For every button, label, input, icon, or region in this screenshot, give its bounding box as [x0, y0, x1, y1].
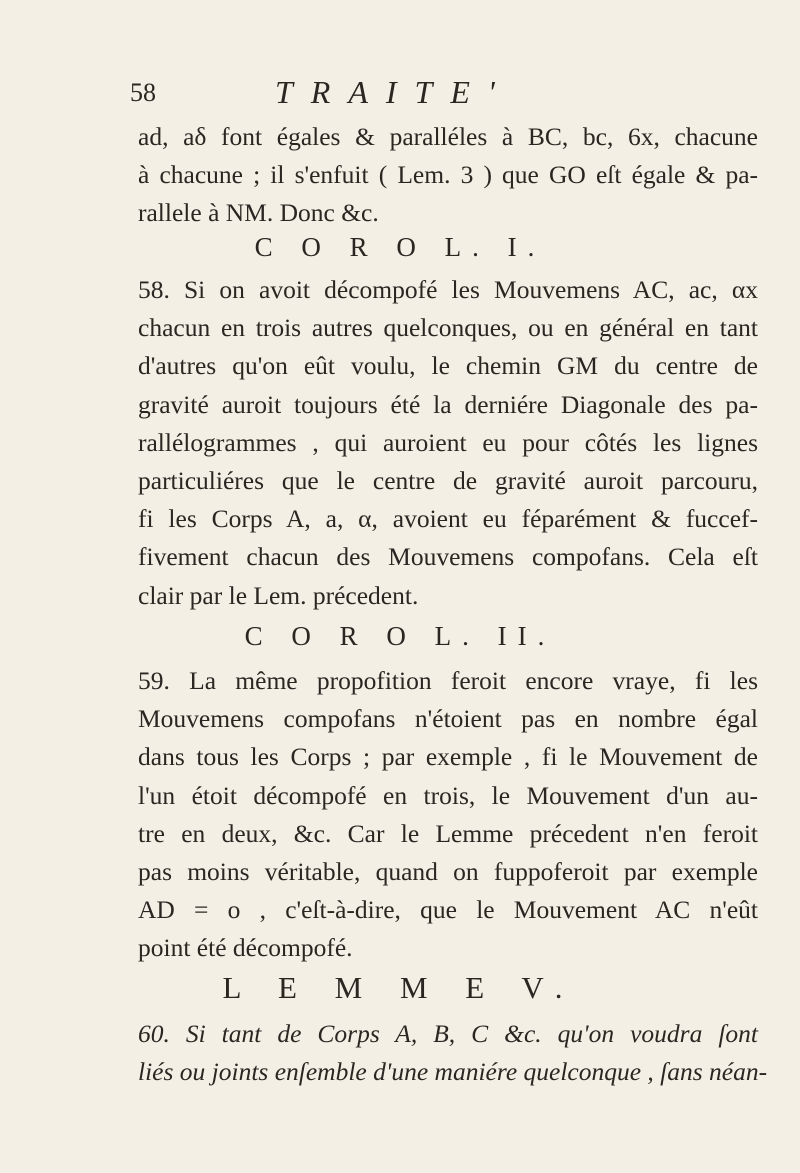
running-head	[130, 74, 750, 114]
text-line: à chacune ; il s'enfuit ( Lem. 3 ) que GO eſt égale & pa-	[138, 160, 758, 190]
text-line: gravité auroit toujours été la derniére Diagonale des pa-	[138, 389, 758, 419]
text-line: 58. Si on avoit décompofé les Mouvemens AC, ac, αx	[138, 275, 758, 304]
text-line: ad, aδ font égales & paralléles à BC, bc, 6x, chacune	[138, 122, 758, 151]
text-line: 60. Si tant de Corps A, B, C &c. qu'on voudra ſont	[138, 1019, 758, 1048]
section-heading-corol-2: C O R O L. II.	[244, 621, 556, 651]
running-title: TRAITE'	[275, 74, 513, 110]
paragraph-intro	[138, 118, 758, 233]
paragraph-58	[138, 271, 758, 615]
paragraph-59	[138, 662, 758, 968]
text-line: fi les Corps A, a, α, avoient eu féparément & fuccef-	[138, 504, 758, 534]
text-line: pas moins véritable, quand on fuppoferoit par exemple	[138, 857, 758, 887]
text-line: 59. La même propofition feroit encore vraye, fi les	[138, 666, 758, 695]
section-heading-corol-1: C O R O L. I.	[254, 232, 546, 262]
text-line: chacun en trois autres quelconques, ou en général en tant	[138, 313, 758, 343]
text-line: rallélogrammes , qui auroient eu pour côtés les lignes	[138, 427, 758, 457]
text-line: particuliéres que le centre de gravité auroit parcouru,	[138, 466, 758, 496]
text-line: d'autres qu'on eût voulu, le chemin GM du centre de	[138, 351, 758, 381]
text-line: l'un étoit décompofé en trois, le Mouvement d'un au-	[138, 780, 758, 810]
text-line: point été décompofé.	[138, 933, 353, 963]
section-heading-lemme-5: L E M M E V.	[222, 970, 578, 1005]
page-number: 58	[130, 78, 156, 107]
text-line: dans tous les Corps ; par exemple , fi le Mouvement de	[138, 742, 758, 772]
text-line: rallele à NM. Donc &c.	[138, 198, 379, 228]
text-line: fivement chacun des Mouvemens compofans. Cela eſt	[138, 542, 758, 572]
text-line: tre en deux, &c. Car le Lemme précedent n'en feroit	[138, 818, 758, 848]
text-line: AD = o , c'eſt-à-dire, que le Mouvement AC n'eût	[138, 895, 758, 925]
paragraph-60	[138, 1015, 768, 1091]
text-line: clair par le Lem. précedent.	[138, 580, 419, 610]
text-line: Mouvemens compofans n'étoient pas en nombre égal	[138, 704, 758, 734]
text-line: liés ou joints enſemble d'une maniére quelconque , ſans néan-	[138, 1057, 768, 1087]
